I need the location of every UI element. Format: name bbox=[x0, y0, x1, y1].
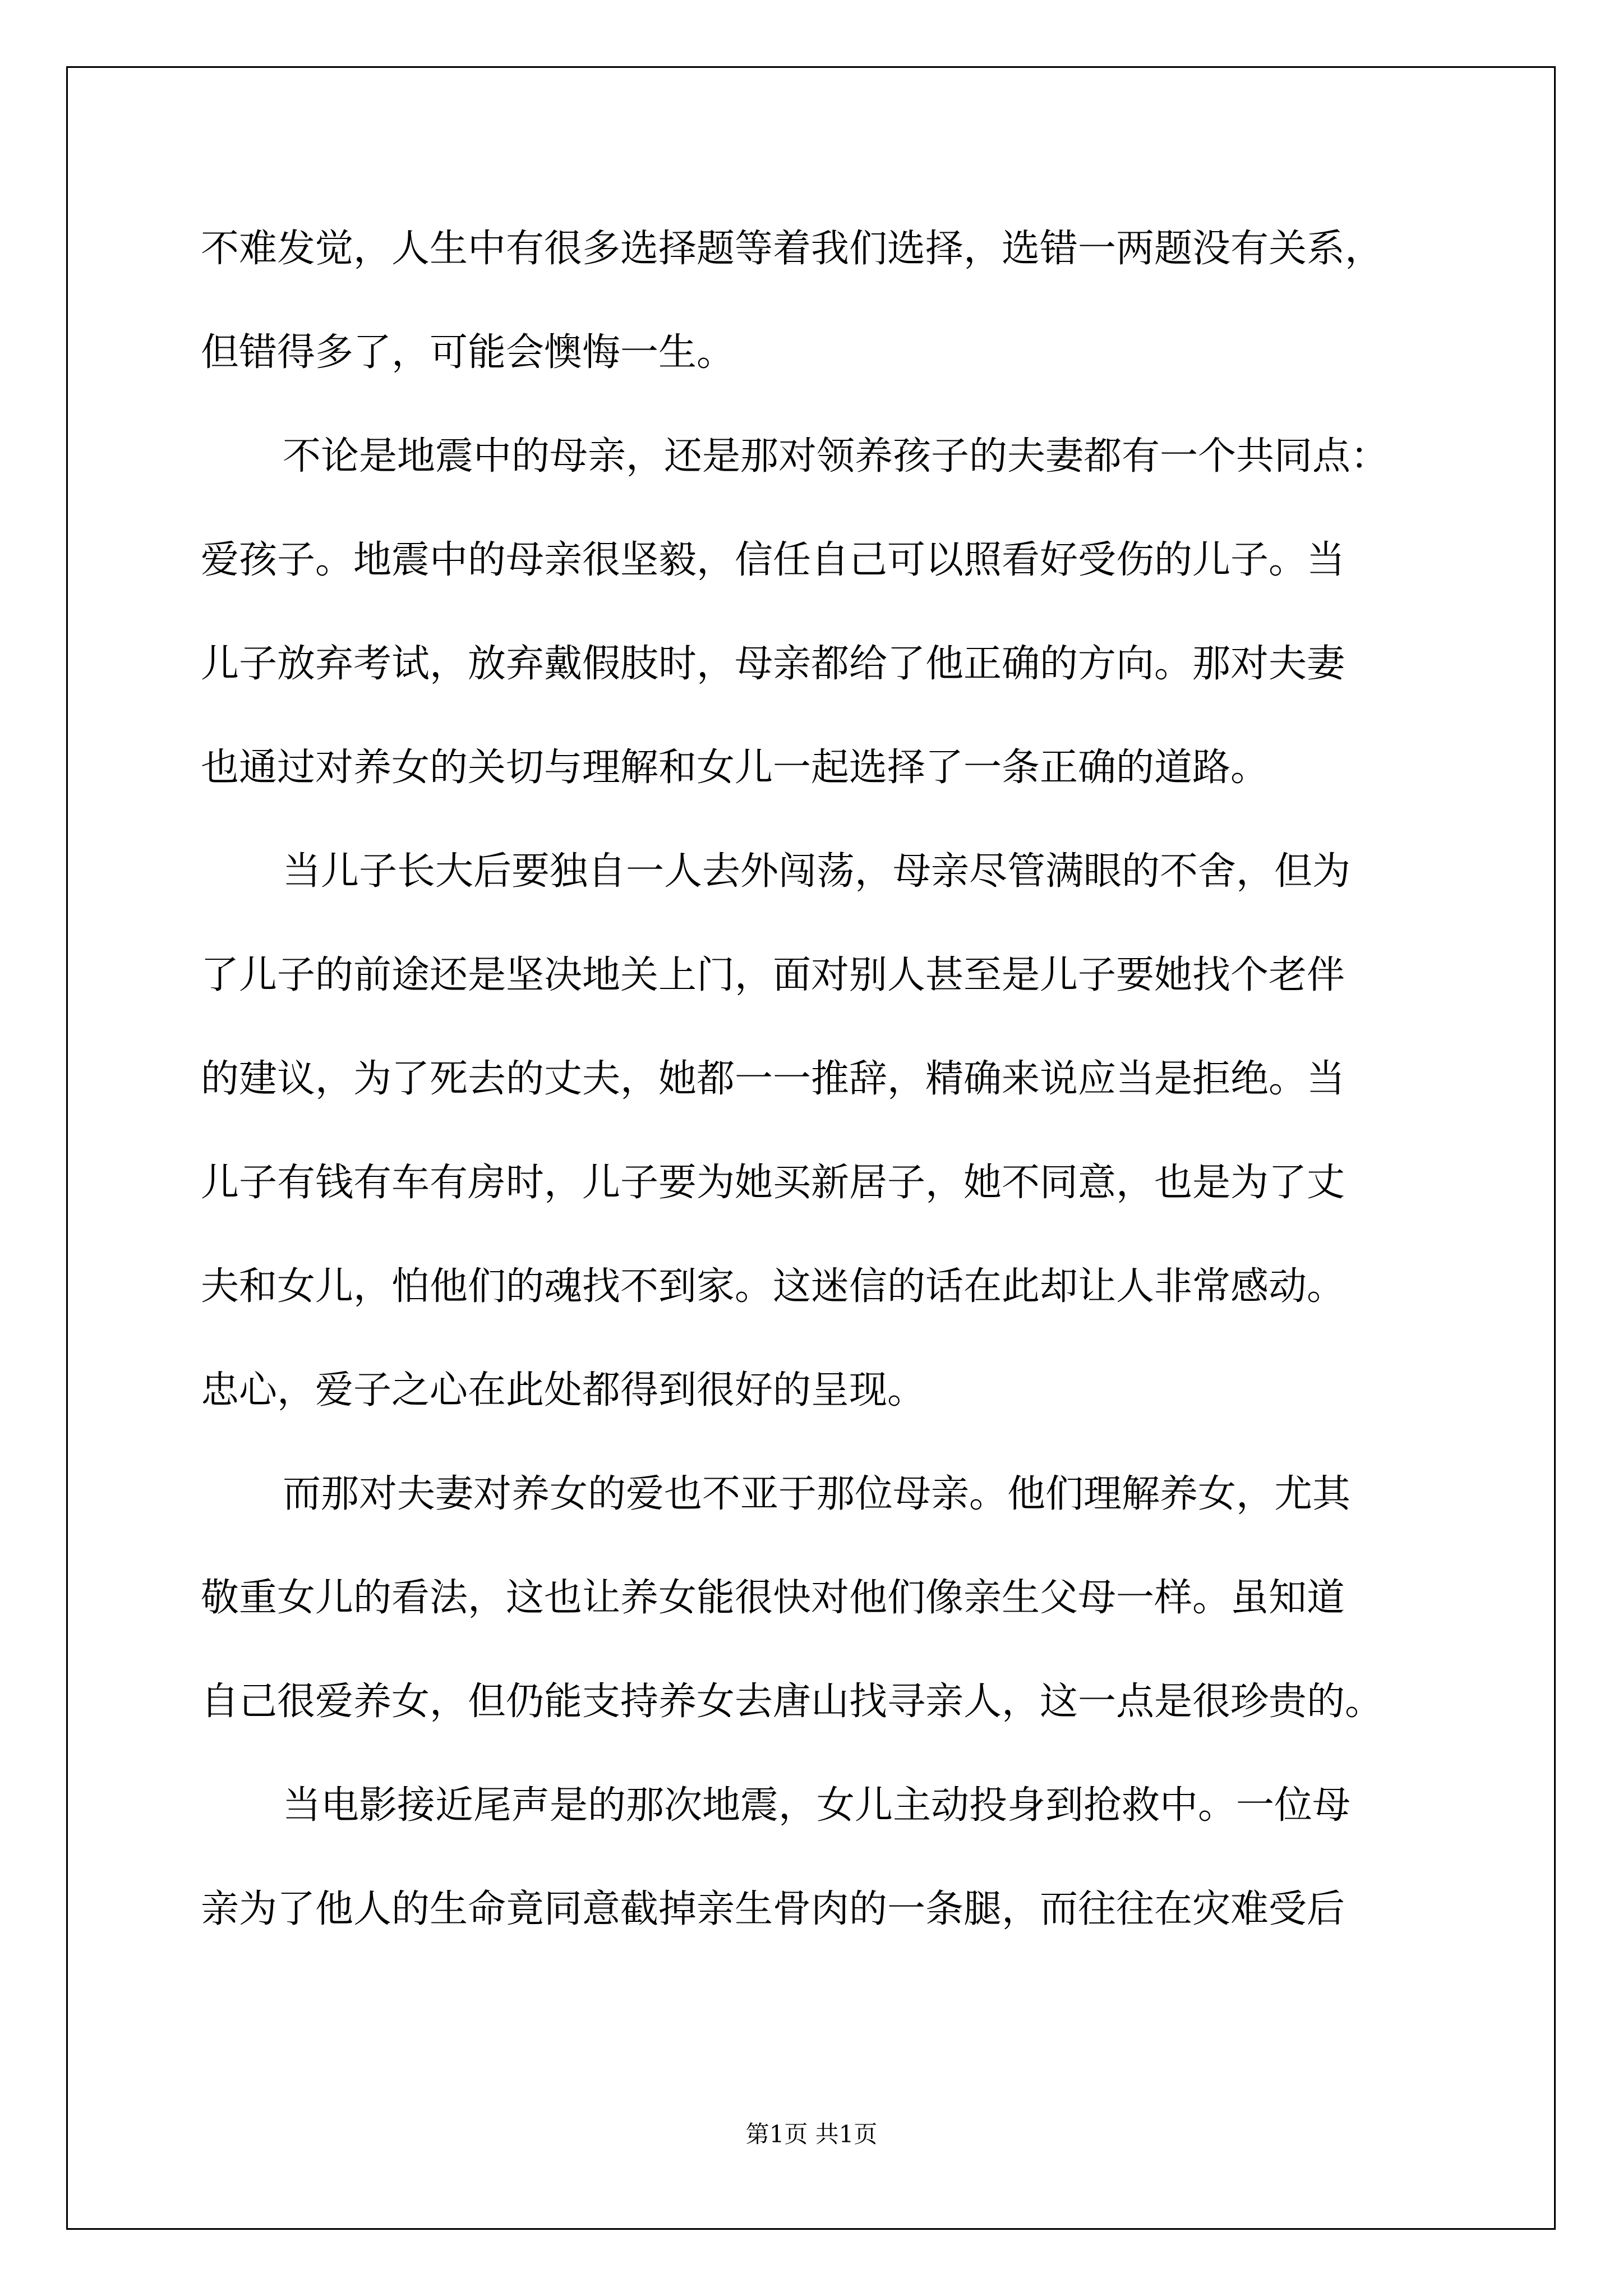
text-line: 不难发觉，人生中有很多选择题等着我们选择，选错一两题没有关系， bbox=[201, 227, 1384, 271]
paragraph-start-line: 而那对夫妻对养女的爱也不亚于那位母亲。他们理解养女，尤其 bbox=[283, 1472, 1351, 1516]
text-line: 的建议，为了死去的丈夫，她都一一推辞，精确来说应当是拒绝。当 bbox=[201, 1057, 1345, 1101]
text-line: 亲为了他人的生命竟同意截掉亲生骨肉的一条腿，而往往在灾难受后 bbox=[201, 1887, 1345, 1931]
paragraph-start-line: 不论是地震中的母亲，还是那对领养孩子的夫妻都有一个共同点： bbox=[283, 434, 1389, 478]
text-line: 儿子有钱有车有房时，儿子要为她买新居子，她不同意，也是为了丈 bbox=[201, 1161, 1345, 1205]
paragraph-start-line: 当儿子长大后要独自一人去外闯荡，母亲尽管满眼的不舍，但为 bbox=[283, 849, 1351, 894]
page-number-footer: 第1页 共1页 bbox=[745, 2120, 878, 2148]
text-line: 夫和女儿，怕他们的魂找不到家。这迷信的话在此却让人非常感动。 bbox=[201, 1264, 1345, 1309]
text-line: 儿子放弃考试，放弃戴假肢时，母亲都给了他正确的方向。那对夫妻 bbox=[201, 642, 1345, 686]
text-line: 忠心，爱子之心在此处都得到很好的呈现。 bbox=[201, 1368, 926, 1412]
text-line: 自己很爱养女，但仍能支持养女去唐山找寻亲人，这一点是很珍贵的。 bbox=[201, 1680, 1384, 1724]
text-line: 但错得多了，可能会懊悔一生。 bbox=[201, 330, 735, 375]
text-line: 也通过对养女的关切与理解和女儿一起选择了一条正确的道路。 bbox=[201, 746, 1269, 790]
paragraph-start-line: 当电影接近尾声是的那次地震，女儿主动投身到抢救中。一位母 bbox=[283, 1783, 1351, 1828]
text-line: 了儿子的前途还是坚决地关上门，面对别人甚至是儿子要她找个老伴 bbox=[201, 953, 1345, 997]
text-line: 爱孩子。地震中的母亲很坚毅，信任自己可以照看好受伤的儿子。当 bbox=[201, 538, 1345, 582]
text-line: 敬重女儿的看法，这也让养女能很快对他们像亲生父母一样。虽知道 bbox=[201, 1576, 1345, 1620]
